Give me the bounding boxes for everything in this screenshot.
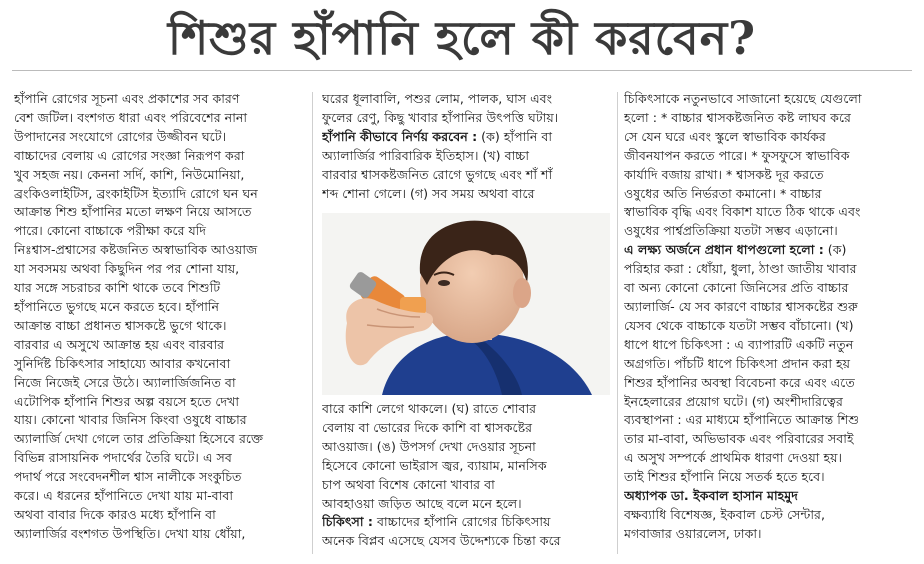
- text-line: বা অন্য কোনো কোনো জিনিসের প্রতি বাচ্চার: [624, 280, 849, 296]
- text-line: সুনির্দিষ্ট চিকিৎসার সাহায্যে আবার কখনোবা: [14, 355, 231, 371]
- text-line: বিভিন্ন রাসায়নিক পদার্থের তৈরি ঘটে। এ সব: [14, 450, 232, 466]
- text-line: খুব সহজ নয়। কেননা সর্দি, কাশি, নিউমোনিয়া,: [14, 166, 245, 182]
- text-line: চিকিৎসাকে নতুনভাবে সাজানো হয়েছে যেগুলো: [624, 91, 862, 106]
- headline-rule: [12, 70, 912, 71]
- text-line: ব্যবস্থাপনা : এর মাধ্যমে হাঁপানিতে আক্রান্ত শিশু: [624, 412, 860, 428]
- text-line: বারবার শ্বাসকষ্টজনিত রোগে ভুগছে এবং শাঁ শাঁ: [322, 166, 553, 182]
- text-line: বারবার এ অসুখে আক্রান্ত হয় এবং বারবার: [14, 336, 225, 352]
- text-line: আওয়াজ। (ঙ) উপসর্গ দেখা দেওয়ার সূচনা: [322, 438, 536, 454]
- text-line: যেসব থেকে বাচ্চাকে যতটা সম্ভব বাঁচানো। (খ): [624, 317, 854, 333]
- author-affiliation: মগবাজার ওয়ারলেস, ঢাকা।: [624, 525, 762, 541]
- text-line: পদার্থ পরে সংবেদনশীল শ্বাস নালীকে সংকুচিত: [14, 469, 242, 485]
- text-line: অনেক বিপ্লব এসেছে যেসব উদ্দেশ্যকে চিন্তা করে: [322, 533, 561, 549]
- text-line: যা সবসময় অথবা কিছুদিন পর পর শোনা যায়,: [14, 261, 240, 277]
- text-line: ওষুধের পার্শ্বপ্রতিক্রিয়া যতটা সম্ভব এড়ানো।: [624, 223, 838, 239]
- text-line: উপাদানের সংযোগে রোগের উজ্জীবন ঘটে।: [14, 128, 227, 144]
- article-column-2-continued: [322, 400, 614, 551]
- text-line: বারে কাশি লেগে থাকলে। (ঘ) রাতে শোবার: [322, 401, 537, 416]
- text-line: এ লক্ষ্য অর্জনে প্রধান ধাপগুলো হলো : (ক): [624, 242, 847, 258]
- treatment-heading: চিকিৎসা :: [322, 514, 373, 530]
- article-column-2: [322, 90, 614, 203]
- text-line: শব্দ শোনা গেলে। (গ) সব সময় অথবা বারে: [322, 185, 535, 201]
- text-line: বেশ জটিল। বংশগত ধারা এবং পরিবেশের নানা: [14, 109, 248, 125]
- text-line: হাঁপানি কীভাবে নির্ণয় করবেন : (ক) হাঁপানি বা: [322, 128, 553, 144]
- child-inhaler-illustration: [322, 213, 610, 395]
- text-line: হাঁপানি রোগের সূচনা এবং প্রকাশের সব কারণ: [14, 91, 240, 106]
- child-inhaler-photo: [322, 213, 610, 395]
- goal-heading: এ লক্ষ্য অর্জনে প্রধান ধাপগুলো হলো :: [624, 242, 824, 258]
- text-line: পারে। কোনো বাচ্চাকে পরীক্ষা করে যদি: [14, 223, 207, 239]
- text-line: অ্যালার্জির পারিবারিক ইতিহাস। (খ) বাচ্চা: [322, 147, 529, 163]
- article-column-3: [624, 90, 916, 544]
- text-line: নিঃশ্বাস-প্রশ্বাসের কষ্টজনিত অস্বাভাবিক আওয়াজ: [14, 242, 258, 258]
- text-line: কার্যাদি বজায় রাখা। * শ্বাসকষ্ট দূর করতে: [624, 166, 824, 182]
- text-line: শিশুর হাঁপানির অবস্থা বিবেচনা করে এবং এতে: [624, 374, 855, 390]
- text-line: নিজে নিজেই সেরে উঠে। অ্যালার্জিজনিত বা: [14, 374, 236, 390]
- text-line: আক্রান্ত বাচ্চা প্রধানত শ্বাসকষ্টে ভুগে থাকে।: [14, 317, 227, 333]
- text-line: করে। এ ধরনের হাঁপানিতে দেখা যায় মা-বাবা: [14, 488, 233, 504]
- text-line: পরিহার করা : ধোঁয়া, ধুলা, ঠাণ্ডা জাতীয় খাবার: [624, 261, 857, 277]
- text-line: হাঁপানিতে ভুগছে মনে করতে হবে। হাঁপানি: [14, 298, 220, 314]
- author-name: অধ্যাপক ডা. ইকবাল হাসান মাহমুদ: [624, 488, 798, 504]
- text-line: যায়। কোনো খাবার জিনিস কিংবা ওষুধে বাচ্চার: [14, 412, 247, 428]
- text-line: অ্যালার্জি- যে সব কারণে বাচ্চার শ্বাসকষ্টের শুরু: [624, 298, 858, 314]
- article-headline: শিশুর হাঁপানি হলে কী করবেন?: [167, 11, 757, 65]
- text-line: অথবা বাবার দিকে কারও মধ্যে হাঁপানি বা: [14, 506, 216, 522]
- text-line: তার মা-বাবা, অভিভাবক এবং পরিবারের সবাই: [624, 431, 854, 447]
- text-line: অ্যালার্জির বংশগত উপস্থিতি। দেখা যায় ধোঁয়া,: [14, 525, 246, 541]
- text-line: ঘরের ধূলাবালি, পশুর লোম, পালক, ঘাস এবং: [322, 91, 553, 106]
- text-line: এটোপিক হাঁপানি শিশুর অল্প বয়সে হতে দেখা: [14, 393, 240, 409]
- text-line: ব্রংকিওলাইটিস, ব্রংকাইটিস ইত্যাদি রোগে ঘন ঘন: [14, 185, 258, 201]
- text-line: এ অসুখ সম্পর্কে প্রাথমিক ধারণা দেওয়া হয়।: [624, 450, 843, 466]
- text-line: আক্রান্ত শিশু হাঁপানির মতো লক্ষণ নিয়ে আসতে: [14, 204, 252, 220]
- text-line: জীবনযাপন করতে পারে। * ফুসফুসে স্বাভাবিক: [624, 147, 850, 163]
- text-line: চাপ অথবা বিশেষ কোনো খাবার বা: [322, 476, 495, 492]
- text-line: চিকিৎসা : বাচ্চাদের হাঁপানি রোগের চিকিৎসায়: [322, 514, 551, 530]
- text-line: আবহাওয়া জড়িত আছে বলে মনে হলে।: [322, 495, 522, 511]
- text-block: [624, 260, 916, 487]
- text-line: তাই শিশুর হাঁপানি নিয়ে সতর্ক হতে হবে।: [624, 469, 825, 485]
- text-line: হলো : * বাচ্চার শ্বাসকষ্টজনিত কষ্ট লাঘব করে: [624, 109, 851, 125]
- text-line: অগ্রগতি। পাঁচটি ধাপে চিকিৎসা প্রদান করা হয়: [624, 355, 851, 371]
- text-line: অ্যালার্জি দেখা গেলে তার প্রতিক্রিয়া হিসেবে রক্তে: [14, 431, 264, 447]
- author-affiliation: বক্ষব্যাধি বিশেষজ্ঞ, ইকবাল চেস্ট সেন্টার,: [624, 506, 825, 522]
- text-line: ফুলের রেণু, কিছু খাবার হাঁপানির উৎপত্তি ঘটায়।: [322, 109, 559, 125]
- text-line: ওষুধের অতি নির্ভরতা কমানো। * বাচ্চার: [624, 185, 822, 201]
- text-line: ধাপে ধাপে চিকিৎসা : এ ব্যাপারটি একটি নতুন: [624, 336, 854, 352]
- text-line: ইনহেলারের প্রয়োগ ঘটে। (গ) অংশীদারিত্বের: [624, 393, 843, 409]
- text-block: [624, 90, 916, 241]
- diagnosis-heading: হাঁপানি কীভাবে নির্ণয় করবেন :: [322, 128, 478, 144]
- column-divider: [312, 92, 313, 554]
- text-line: সে যেন ঘরে এবং স্কুলে স্বাভাবিক কার্যকর: [624, 128, 826, 144]
- text-line: স্বাভাবিক বৃদ্ধি এবং বিকাশ যাতে ঠিক থাকে এবং: [624, 204, 861, 220]
- text-line: যার সঙ্গে সচরাচর কাশি থাকে তবে শিশুটি: [14, 280, 221, 296]
- column-divider: [617, 92, 618, 554]
- text-line: বাচ্চাদের বেলায় এ রোগের সংজ্ঞা নিরূপণ করা: [14, 147, 245, 163]
- article-column-1: [14, 90, 304, 544]
- text-line: হিসেবে কোনো ভাইরাস জ্বর, ব্যায়াম, মানসিক: [322, 457, 547, 473]
- text-line: বেলায় বা ভোরের দিকে কাশি বা শ্বাসকষ্টের: [322, 419, 533, 435]
